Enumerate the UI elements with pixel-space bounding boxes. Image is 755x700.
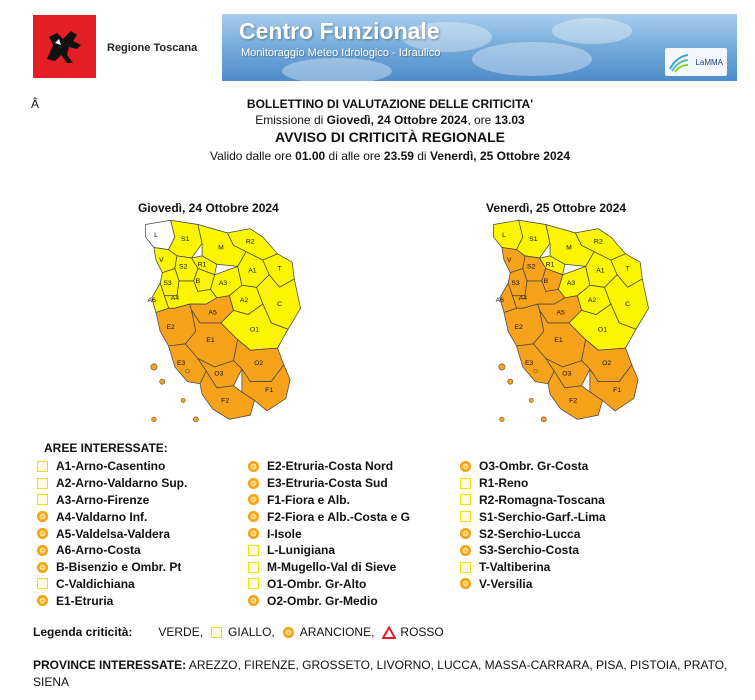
legend-arancione-text: ARANCIONE,: [299, 625, 375, 639]
area-label: O1-Ombr. Gr-Alto: [267, 576, 367, 591]
area-label: M-Mugello-Val di Sieve: [267, 560, 397, 575]
area-label: O2-Ombr. Gr-Medio: [267, 593, 378, 608]
yellow-square-icon: [37, 461, 48, 472]
zone-label-A2: A2: [587, 297, 597, 304]
zone-label-A6: A6: [147, 297, 156, 304]
island-4: [152, 417, 157, 422]
zone-label-V: V: [506, 257, 512, 265]
emission-line: [180, 113, 600, 127]
island-3: [541, 417, 546, 422]
island-0: [499, 364, 505, 370]
zone-label-A5: A5: [208, 309, 217, 317]
orange-circle-icon: [37, 528, 48, 539]
zone-label-L: L: [154, 232, 158, 240]
tuscany-zone-map: [470, 214, 670, 434]
area-item: [248, 508, 410, 525]
island-1: [160, 379, 165, 384]
area-label: F2-Fiora e Alb.-Costa e G: [267, 509, 410, 524]
zone-label-O3: O3: [214, 370, 224, 378]
yellow-square-icon: [460, 511, 471, 522]
orange-circle-icon: [37, 545, 48, 556]
island-4: [500, 417, 505, 422]
area-label: C-Valdichiana: [56, 576, 135, 591]
emission-prefix: Emissione di: [255, 113, 327, 127]
zone-label-O3: O3: [562, 370, 572, 378]
island-3: [193, 417, 198, 422]
map-1-date: Giovedì, 24 Ottobre 2024: [138, 201, 279, 215]
areas-column-3: [460, 458, 606, 592]
area-label: R1-Reno: [479, 476, 529, 491]
yellow-square-icon: [37, 494, 48, 505]
zone-label-F1: F1: [613, 387, 622, 395]
area-item: [460, 576, 606, 593]
zone-label-A4: A4: [170, 294, 180, 302]
legend-arancione: [279, 625, 375, 639]
legend-giallo: [207, 625, 275, 639]
area-label: A2-Arno-Valdarno Sup.: [56, 476, 188, 491]
yellow-square-icon: [248, 545, 259, 556]
areas-column-2: [248, 458, 410, 609]
valid-day: Venerdì, 25 Ottobre 2024: [429, 149, 570, 163]
zone-label-L: L: [502, 232, 506, 240]
area-item: [248, 576, 410, 593]
orange-circle-icon: [248, 494, 259, 505]
area-item: [460, 475, 606, 492]
zone-label-S2: S2: [179, 263, 188, 271]
zone-label-C: C: [625, 301, 631, 309]
yellow-square-icon: [248, 562, 259, 573]
criticality-legend: [33, 625, 448, 639]
orange-circle-icon: [248, 461, 259, 472]
tuscany-zone-map: [122, 214, 322, 434]
area-label: V-Versilia: [479, 576, 533, 591]
area-item: [460, 559, 606, 576]
island-5: [534, 369, 538, 373]
area-item: [460, 525, 606, 542]
area-label: A3-Arno-Firenze: [56, 492, 150, 507]
area-label: E3-Etruria-Costa Sud: [267, 476, 388, 491]
area-label: R2-Romagna-Toscana: [479, 492, 605, 507]
zone-label-O1: O1: [249, 326, 260, 334]
island-2: [529, 398, 533, 402]
orange-circle-icon: [248, 595, 259, 606]
orange-circle-icon: [37, 595, 48, 606]
area-item: [37, 458, 187, 475]
zone-label-S1: S1: [529, 236, 538, 244]
zone-label-E2: E2: [514, 324, 523, 332]
area-item: [460, 542, 606, 559]
zone-label-B: B: [543, 278, 549, 286]
zone-label-A1: A1: [248, 267, 257, 275]
zone-label-A3: A3: [566, 280, 576, 288]
yellow-square-icon: [460, 562, 471, 573]
orange-circle-icon: [37, 511, 48, 522]
map-2-date: Venerdì, 25 Ottobre 2024: [486, 201, 627, 215]
zone-label-O2: O2: [602, 359, 612, 367]
area-item: [460, 492, 606, 509]
emission-day: Giovedì, 24 Ottobre 2024: [326, 113, 468, 127]
legend-verde-text: VERDE,: [158, 625, 204, 639]
area-item: [460, 508, 606, 525]
zone-label-A2: A2: [239, 297, 249, 304]
stray-character: Â: [31, 97, 40, 111]
yellow-square-icon: [460, 478, 471, 489]
yellow-square-icon: [37, 578, 48, 589]
area-item: [248, 559, 410, 576]
area-item: [37, 542, 187, 559]
org-name: Regione Toscana: [107, 42, 198, 54]
area-label: F1-Fiora e Alb.: [267, 492, 350, 507]
red-triangle-icon: [382, 626, 396, 639]
areas-title: AREE INTERESSATE:: [44, 441, 168, 455]
zone-label-T: T: [277, 265, 282, 273]
legend-rosso: [378, 625, 443, 639]
area-item: [37, 559, 187, 576]
orange-circle-icon: [248, 528, 259, 539]
orange-circle-icon: [460, 528, 471, 539]
area-label: E1-Etruria: [56, 593, 114, 608]
area-item: [248, 542, 410, 559]
area-item: [248, 458, 410, 475]
notice-title: AVVISO DI CRITICITÀ REGIONALE: [275, 129, 505, 145]
yellow-square-icon: [37, 478, 48, 489]
banner-title: Centro Funzionale: [239, 18, 440, 44]
area-label: T-Valtiberina: [479, 560, 551, 575]
area-label: S2-Serchio-Lucca: [479, 526, 581, 541]
legend-label: Legenda criticità:: [33, 625, 133, 639]
orange-circle-icon: [37, 562, 48, 573]
valid-mid: di alle ore: [325, 149, 384, 163]
area-label: A6-Arno-Costa: [56, 543, 141, 558]
area-item: [248, 475, 410, 492]
area-item: [248, 492, 410, 509]
area-item: [37, 475, 187, 492]
orange-circle-icon: [460, 578, 471, 589]
area-item: [37, 576, 187, 593]
area-item: [248, 592, 410, 609]
area-item: [37, 508, 187, 525]
island-1: [508, 379, 513, 384]
orange-circle-icon: [460, 545, 471, 556]
area-label: A4-Valdarno Inf.: [56, 509, 148, 524]
zone-label-C: C: [277, 301, 283, 309]
banner-subtitle: Monitoraggio Meteo Idrologico - Idraulico: [241, 47, 441, 59]
zone-label-E3: E3: [524, 359, 534, 367]
provinces-line: [33, 657, 733, 691]
island-5: [186, 369, 190, 373]
valid-prefix: Valido dalle ore: [209, 149, 296, 163]
zone-label-F1: F1: [265, 387, 274, 395]
lamma-label: LaMMA: [695, 58, 723, 67]
area-label: S1-Serchio-Garf.-Lima: [479, 509, 606, 524]
area-label: I-Isole: [267, 526, 302, 541]
zone-label-M: M: [566, 244, 572, 252]
zone-label-E1: E1: [554, 336, 563, 344]
zone-label-R2: R2: [245, 238, 255, 246]
orange-circle-icon: [460, 461, 471, 472]
page-header: [0, 0, 755, 90]
zone-label-F2: F2: [569, 397, 578, 405]
orange-circle-icon: [248, 511, 259, 522]
zone-label-R1: R1: [545, 261, 555, 269]
centro-funzionale-banner: [222, 14, 737, 81]
zone-label-B: B: [195, 278, 201, 286]
area-label: S3-Serchio-Costa: [479, 543, 580, 558]
zone-label-A6: A6: [495, 297, 504, 304]
map-1: [122, 214, 322, 434]
zone-label-O1: O1: [597, 326, 608, 334]
zone-label-E1: E1: [206, 336, 215, 344]
zone-label-E3: E3: [176, 359, 186, 367]
orange-circle-icon: [283, 627, 294, 638]
area-item: [37, 492, 187, 509]
zone-label-S2: S2: [527, 263, 536, 271]
zone-label-A5: A5: [556, 309, 565, 317]
zone-label-T: T: [625, 265, 630, 273]
area-item: [37, 592, 187, 609]
zone-label-E2: E2: [166, 324, 175, 332]
zone-label-S1: S1: [181, 236, 190, 244]
valid-to: 23.59: [383, 149, 414, 163]
legend-verde: [158, 625, 203, 639]
lamma-logo: [665, 48, 727, 76]
legend-rosso-text: ROSSO: [400, 625, 444, 639]
map-2: [470, 214, 670, 434]
area-label: E2-Etruria-Costa Nord: [267, 459, 394, 474]
provinces-label: PROVINCE INTERESSATE:: [33, 658, 187, 672]
zone-label-A4: A4: [518, 294, 528, 302]
orange-circle-icon: [248, 478, 259, 489]
validity-line: [180, 149, 600, 163]
regione-toscana-logo: [33, 15, 96, 78]
areas-column-1: [37, 458, 187, 609]
area-label: O3-Ombr. Gr-Costa: [479, 459, 589, 474]
area-item: [460, 458, 606, 475]
bulletin-title: BOLLETTINO DI VALUTAZIONE DELLE CRITICITA': [246, 97, 534, 111]
area-label: L-Lunigiana: [267, 543, 335, 558]
island-0: [151, 364, 157, 370]
area-item: [37, 525, 187, 542]
area-label: B-Bisenzio e Ombr. Pt: [56, 560, 182, 575]
zone-label-A1: A1: [596, 267, 605, 275]
emission-time-prefix: , ore: [467, 113, 495, 127]
zone-label-O2: O2: [254, 359, 264, 367]
provinces-list: AREZZO, FIRENZE, GROSSETO, LIVORNO, LUCCA, MASSA-CARRARA, PISA, PISTOIA, PRATO, SIENA: [33, 658, 728, 689]
zone-label-F2: F2: [221, 397, 230, 405]
emission-time: 13.03: [494, 113, 525, 127]
legend-giallo-text: GIALLO,: [228, 625, 275, 639]
lamma-waves-icon: [668, 51, 690, 73]
zone-label-A3: A3: [218, 280, 228, 288]
valid-of: di: [413, 149, 430, 163]
zone-label-R2: R2: [593, 238, 603, 246]
area-label: A1-Arno-Casentino: [56, 459, 166, 474]
area-label: A5-Valdelsa-Valdera: [56, 526, 171, 541]
valid-from: 01.00: [295, 149, 326, 163]
zone-label-R1: R1: [197, 261, 207, 269]
zone-label-S3: S3: [163, 280, 172, 288]
zone-label-M: M: [218, 244, 224, 252]
zone-label-S3: S3: [511, 280, 520, 288]
zone-label-V: V: [158, 257, 164, 265]
island-2: [181, 398, 185, 402]
area-item: [248, 525, 410, 542]
yellow-square-icon: [248, 578, 259, 589]
yellow-square-icon: [460, 494, 471, 505]
yellow-square-icon: [211, 627, 222, 638]
